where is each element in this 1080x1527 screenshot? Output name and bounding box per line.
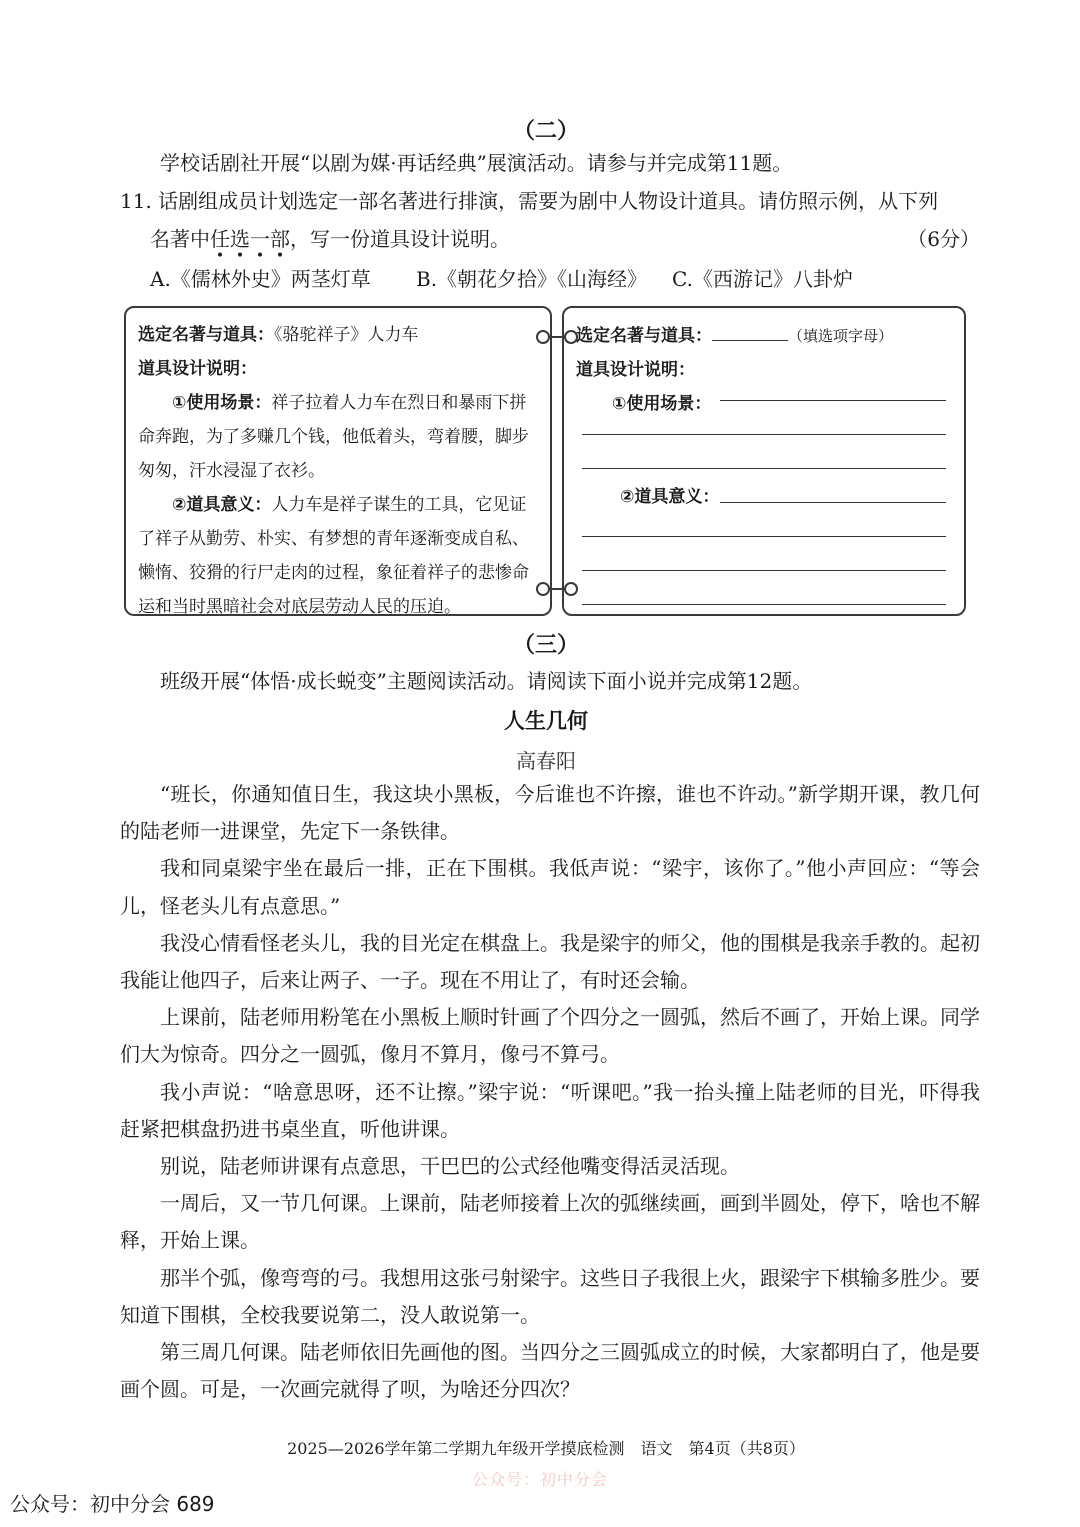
book-value: 《骆驼祥子》人力车 bbox=[274, 325, 419, 345]
option-c: C.《西游记》八卦炉 bbox=[672, 267, 853, 291]
meaning-label: ②道具意义： bbox=[172, 495, 272, 515]
design-label: 道具设计说明： bbox=[138, 359, 257, 379]
scene-text: 祥子拉着人力车在烈日和暴雨下拼命奔跑，为了多赚几个钱，他低着头，弯着腰，脚步匆匆，汗水浸湿了衣衫。 bbox=[138, 393, 529, 481]
book-choice-blank[interactable] bbox=[712, 318, 788, 341]
meaning-text: 人力车是祥子谋生的工具，它见证了祥子从勤劳、朴实、有梦想的青年逐渐变成自私、懒惰、狡猾的行尸走肉的过程，象征着祥子的悲惨命运和当时黑暗社会对底层劳动人民的压迫。 bbox=[138, 495, 529, 617]
answer-scene-row bbox=[576, 387, 952, 421]
section-title-2: （二） bbox=[512, 119, 579, 144]
story-title: 人生几何 bbox=[504, 709, 588, 733]
story-paragraph: 我和同桌梁宇坐在最后一排，正在下围棋。我低声说：“梁宇，该你了。”他小声回应：“等会儿，怪老头儿有点意思。” bbox=[120, 856, 980, 918]
binder-ring-icon bbox=[536, 582, 550, 596]
story-paragraph: “班长，你通知值日生，我这块小黑板，今后谁也不许擦，谁也不许动。”新学期开课，教几何的陆老师一进课堂，先定下一条铁律。 bbox=[120, 782, 980, 844]
meaning-answer-line[interactable] bbox=[720, 502, 946, 503]
answer-book-row bbox=[576, 318, 952, 353]
account-label: 公众号：初中分会 689 bbox=[10, 1492, 215, 1516]
question-11-stem: 11. 话剧组成员计划选定一部名著进行排演，需要为剧中人物设计道具。请仿照示例，从下列 bbox=[120, 189, 939, 213]
book-label: 选定名著与道具： bbox=[138, 325, 274, 345]
option-b: B.《朝花夕拾》《山海经》 bbox=[416, 267, 648, 291]
story-paragraph: 第三周几何课。陆老师依旧先画他的图。当四分之三圆弧成立的时候，大家都明白了，他是要画个圆。可是，一次画完就得了呗，为啥还分四次？ bbox=[120, 1340, 980, 1402]
meaning-answer-line[interactable] bbox=[582, 536, 946, 537]
story-body bbox=[120, 776, 980, 1408]
story-paragraph: 我没心情看怪老头儿，我的目光定在棋盘上。我是梁宇的师父，他的围棋是我亲手教的。起初我能让他四子，后来让两子、一子。现在不用让了，有时还会输。 bbox=[120, 930, 980, 993]
emphasis-char: 部 bbox=[270, 227, 290, 251]
meaning-label: ②道具意义： bbox=[620, 487, 720, 507]
emphasis-char: 任 bbox=[210, 227, 230, 251]
scene-label: ①使用场景： bbox=[612, 394, 712, 414]
book-label: 选定名著与道具： bbox=[576, 326, 712, 346]
story-paragraph: 一周后，又一节几何课。上课前，陆老师接着上次的弧继续画，画到半圆处，停下，啥也不解释，开始上课。 bbox=[120, 1191, 980, 1253]
scene-label: ①使用场景： bbox=[172, 393, 272, 413]
section-intro-3: 班级开展“体悟·成长蜕变”主题阅读活动。请阅读下面小说并完成第12题。 bbox=[160, 669, 813, 693]
design-label: 道具设计说明： bbox=[576, 360, 695, 380]
section-title-3: （三） bbox=[512, 633, 579, 658]
example-book-row bbox=[138, 318, 538, 352]
stem-text: 名著中 bbox=[150, 227, 210, 251]
option-a: A.《儒林外史》两茎灯草 bbox=[150, 267, 371, 291]
story-paragraph: 上课前，陆老师用粉笔在小黑板上顺时针画了个四分之一圆弧，然后不画了，开始上课。同学们大为惊奇。四分之一圆弧，像月不算月，像弓不算弓。 bbox=[120, 1005, 980, 1067]
story-paragraph: 那半个弧，像弯弯的弓。我想用这张弓射梁宇。这些日子我很上火，跟梁宇下棋输多胜少。要知道下围棋，全校我要说第二，没人敢说第一。 bbox=[120, 1265, 980, 1327]
meaning-block bbox=[138, 488, 538, 624]
story-paragraph: 我小声说：“啥意思呀，还不让擦。”梁宇说：“听课吧。”我一抬头撞上陆老师的目光，吓得我赶紧把棋盘扔进书桌坐直，听他讲课。 bbox=[120, 1079, 980, 1141]
page-footer: 2025—2026学年第二学期九年级开学摸底检测 语文 第4页（共8页） bbox=[287, 1439, 805, 1458]
scene-block bbox=[138, 386, 538, 488]
story-author: 高春阳 bbox=[516, 749, 576, 773]
emphasis-char: 选 bbox=[230, 227, 250, 251]
binder-ring-icon bbox=[536, 330, 550, 344]
question-11-stem-line2 bbox=[150, 220, 980, 258]
example-card bbox=[124, 306, 552, 616]
watermark: 公众号：初中分会 bbox=[471, 1470, 608, 1489]
scene-answer-line[interactable] bbox=[582, 434, 946, 435]
story-paragraph: 别说，陆老师讲课有点意思，干巴巴的公式经他嘴变得活灵活现。 bbox=[160, 1154, 740, 1179]
meaning-answer-line[interactable] bbox=[582, 570, 946, 571]
meaning-answer-line[interactable] bbox=[582, 604, 946, 605]
stem-text: ，写一份道具设计说明。 bbox=[290, 227, 510, 251]
score-label: （6分） bbox=[907, 227, 980, 251]
emphasis-char: 一 bbox=[250, 227, 270, 251]
scene-answer-line[interactable] bbox=[720, 400, 946, 401]
book-choice-hint: （填选项字母） bbox=[788, 327, 894, 345]
section-intro-2: 学校话剧社开展“以剧为媒·再话经典”展演活动。请参与并完成第11题。 bbox=[160, 151, 793, 175]
scene-answer-line[interactable] bbox=[582, 468, 946, 469]
